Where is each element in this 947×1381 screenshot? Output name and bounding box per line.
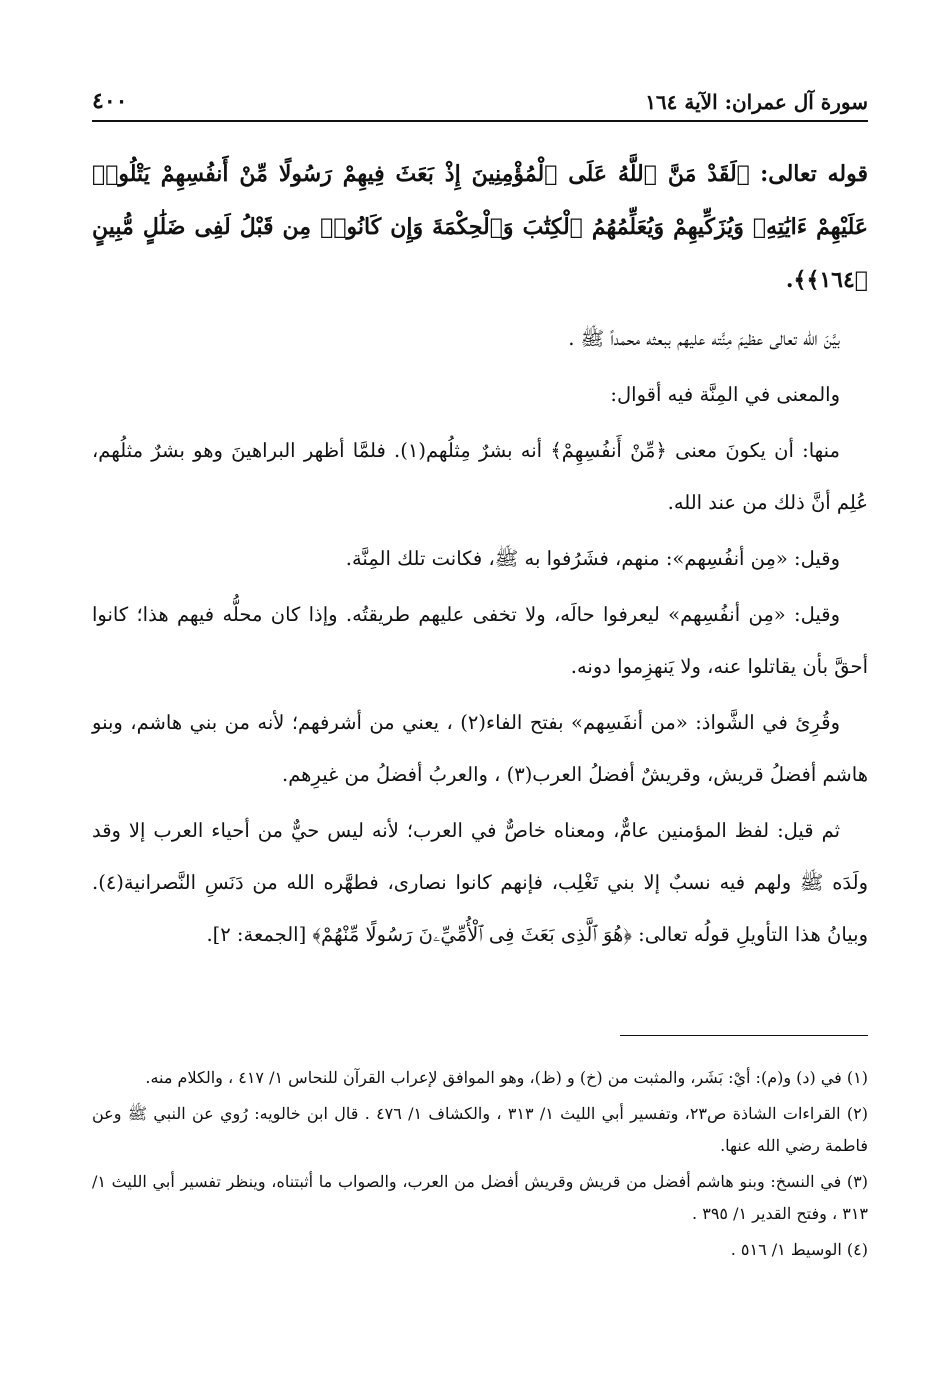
paragraph: منها: أن يكونَ معنى ﴿مِّنْ أَنفُسِهِمْ﴾ أنه بشرٌ مِثلُهم(١). فلمَّا أظهر البراهينَ وهو بشرٌ مثلُهم، عُلِم أنَّ ذلك من عند الله. — [92, 439, 868, 514]
verse-lead: قوله تعالى: — [760, 161, 869, 187]
footnote: (١) في (د) و(م): أيْ: بَشَر، والمثبت من (خ) و (ظ)، وهو الموافق لإعراب القرآن للنحاس ١/ ٤١٧ ، والكلام منه. — [145, 1068, 868, 1087]
verse-block — [92, 148, 868, 307]
footnotes — [92, 1062, 868, 1270]
paragraph: وقيل: «مِن أنفُسِهم»: منهم، فشَرُفوا به ﷺ، فكانت تلك المِنَّة. — [345, 547, 840, 570]
quran-verse: ﴿لَقَدْ مَنَّ ٱللَّهُ عَلَى ٱلْمُؤْمِنِينَ إِذْ بَعَثَ فِيهِمْ رَسُولًا مِّنْ أَنفُسِهِمْ يَتْلُوا۟ عَلَيْهِمْ ءَايَٰتِهِۦ وَيُزَكِّيهِمْ وَيُعَلِّمُهُمُ ٱلْكِتَٰبَ وَٱلْحِكْمَةَ وَإِن كَانُوا۟ مِن قَبْلُ لَفِى ضَلَٰلٍ مُّبِينٍ ﴿١٦٤﴾﴾. — [92, 161, 868, 293]
paragraph: وقيل: «مِن أنفُسِهم» ليعرفوا حالَه، ولا تخفى عليهم طريقتُه. وإذا كان محلُّه فيهم هذا؛ كانوا أحقَّ بأن يقاتلوا عنه، ولا يَنهزِموا دونه. — [92, 603, 868, 678]
footnote: (٣) في النسخ: وبنو هاشم أفضل من قريش وقريش أفضل من العرب، والصواب ما أثبتناه، وينظر تفسير أبي الليث ١/ ٣١٣ ، وفتح القدير ١/ ٣٩٥ . — [92, 1172, 869, 1223]
paragraph: وقُرِئ في الشَّواذ: «من أنفَسِهم» بفتح الفاء(٢) ، يعني من أشرفهم؛ لأنه من بني هاشم، وبنو هاشم أفضلُ قريش، وقريشٌ أفضلُ العرب(٣) ، والعربُ أفضلُ من غيرِهم. — [92, 711, 868, 786]
footnote: (٢) القراءات الشاذة ص٢٣، وتفسير أبي الليث ١/ ٣١٣ ، والكشاف ١/ ٤٧٦ . قال ابن خالويه: رُوي عن النبي ﷺ وعن فاطمة رضي الله عنها. — [92, 1104, 869, 1155]
running-title: سورة آل عمران: الآية ١٦٤ — [645, 90, 868, 114]
page-number: ٤٠٠ — [92, 88, 128, 114]
footnote-separator — [620, 1035, 868, 1036]
main-text — [92, 148, 868, 965]
paragraph: بيَّنَ الله تعالى عظيمَ مِنَّته عليهم ببعثه محمداً ﷺ . — [568, 327, 840, 350]
paragraph: والمعنى في المِنَّة فيه أقوال: — [610, 383, 840, 406]
page-header — [92, 82, 868, 122]
paragraph: ثم قيل: لفظ المؤمنين عامٌّ، ومعناه خاصٌّ في العرب؛ لأنه ليس حيٌّ من أحياء العرب إلا وقد ولَدَه ﷺ ولهم فيه نسبٌ إلا بني تَغْلِب، فإنهم كانوا نصارى، فطهَّره الله من دَنَسِ النَّصرانية(٤). وبيانُ هذا التأويلِ قولُه تعالى: ﴿هُوَ ٱلَّذِى بَعَثَ فِى ٱلْأُمِّيِّۦنَ رَسُولًا مِّنْهُمْ﴾ [الجمعة: ٢]. — [92, 819, 868, 946]
footnote: (٤) الوسيط ١/ ٥١٦ . — [730, 1240, 868, 1259]
